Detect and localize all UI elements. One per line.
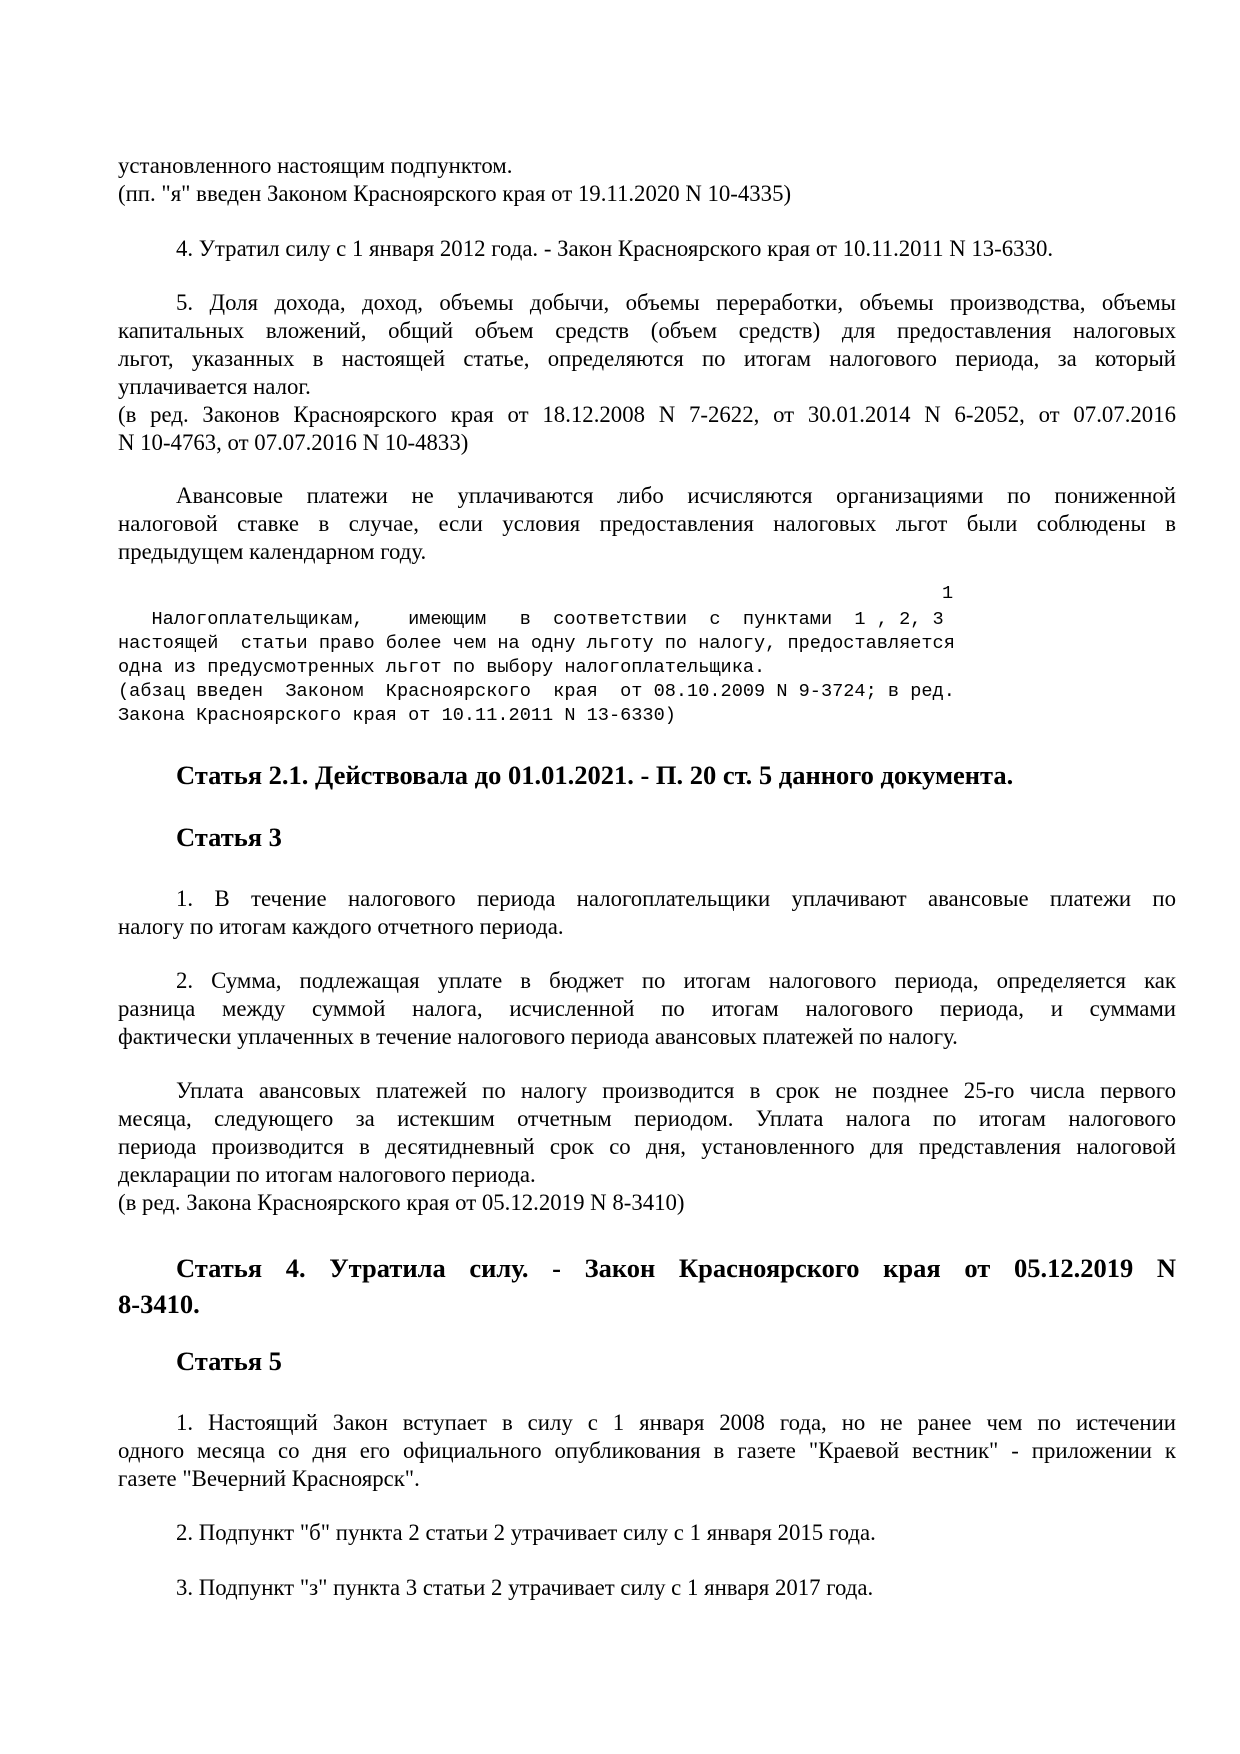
text-line: одного месяца со дня его официального опубликования в газете "Краевой вестник" - приложении к (118, 1438, 1176, 1463)
article-heading-4 (118, 1250, 1176, 1322)
article-3-paragraph-2 (118, 967, 1176, 1051)
mono-line: настоящей статьи право более чем на одну льготу по налогу, предоставляется (118, 633, 955, 654)
heading-line: Статья 4. Утратила силу. - Закон Красноярского края от 05.12.2019 N (176, 1253, 1176, 1283)
text-line: 4. Утратил силу с 1 января 2012 года. - Закон Красноярского края от 10.11.2011 N 13-6330. (176, 236, 1054, 261)
article-5-paragraph-3 (118, 1574, 1176, 1602)
text-line: декларации по итогам налогового периода. (118, 1162, 536, 1187)
mono-line: одна из предусмотренных льгот по выбору налогоплательщика. (118, 657, 766, 678)
text-line: капитальных вложений, общий объем средств (объем средств) для предоставления налоговых (118, 318, 1176, 343)
text-line: Авансовые платежи не уплачиваются либо исчисляются организациями по пониженной (176, 483, 1176, 508)
text-line: налоговой ставке в случае, если условия предоставления налоговых льгот были соблюдены в (118, 511, 1176, 536)
paragraph-point-5 (118, 289, 1176, 457)
text-line: 1. Настоящий Закон вступает в силу с 1 января 2008 года, но не ранее чем по истечении (176, 1410, 1176, 1435)
text-line: уплачивается налог. (118, 374, 311, 399)
text-line: 1. В течение налогового периода налогоплательщики уплачивают авансовые платежи по (176, 886, 1176, 911)
superscript-mark: 1 (942, 583, 954, 604)
text-line: 3. Подпункт "з" пункта 3 статьи 2 утрачивает силу с 1 января 2017 года. (176, 1575, 874, 1600)
article-5-paragraph-1 (118, 1409, 1176, 1493)
paragraph-continuation (118, 152, 1176, 208)
text-line: 5. Доля дохода, доход, объемы добычи, объемы переработки, объемы производства, объемы (176, 290, 1176, 315)
article-5-paragraph-2 (118, 1519, 1176, 1547)
text-line: налогу по итогам каждого отчетного периода. (118, 914, 564, 939)
text-line: предыдущем календарном году. (118, 539, 427, 564)
text-line: льгот, указанных в настоящей статье, определяются по итогам налогового периода, за который (118, 346, 1176, 371)
amendment-note: N 10-4763, от 07.07.2016 N 10-4833) (118, 430, 469, 455)
paragraph-point-4 (118, 235, 1176, 263)
text-line: установленного настоящим подпунктом. (118, 153, 513, 178)
mono-line: (абзац введен Законом Красноярского края от 08.10.2009 N 9-3724; в ред. (118, 681, 955, 702)
article-3-paragraph-1 (118, 885, 1176, 941)
amendment-note: (в ред. Законов Красноярского края от 18.12.2008 N 7-2622, от 30.01.2014 N 6-2052, от 07.07.2016 (118, 402, 1176, 427)
text-line: 2. Подпункт "б" пункта 2 статьи 2 утрачивает силу с 1 января 2015 года. (176, 1520, 876, 1545)
text-line: Уплата авансовых платежей по налогу производится в срок не позднее 25-го числа первого (176, 1078, 1176, 1103)
article-heading-3: Статья 3 (176, 822, 282, 852)
article-heading-2-1: Статья 2.1. Действовала до 01.01.2021. - П. 20 ст. 5 данного документа. (176, 760, 1014, 790)
mono-line: Закона Красноярского края от 10.11.2011 N 13-6330) (118, 705, 676, 726)
paragraph-advance-payments (118, 482, 1176, 566)
mono-line: Налогоплательщикам, имеющим в соответствии с пунктами 1 , 2, 3 (118, 609, 944, 630)
monospace-paragraph (118, 584, 955, 728)
text-line: 2. Сумма, подлежащая уплате в бюджет по итогам налогового периода, определяется как (176, 968, 1176, 993)
text-line: фактически уплаченных в течение налогового периода авансовых платежей по налогу. (118, 1024, 958, 1049)
article-heading-5: Статья 5 (176, 1346, 282, 1376)
heading-line: 8-3410. (118, 1289, 200, 1319)
text-line: периода производится в десятидневный срок со дня, установленного для представления налоговой (118, 1134, 1176, 1159)
article-3-paragraph-3 (118, 1077, 1176, 1217)
text-line: разница между суммой налога, исчисленной по итогам налогового периода, и суммами (118, 996, 1176, 1021)
amendment-note: (пп. "я" введен Законом Красноярского края от 19.11.2020 N 10-4335) (118, 181, 792, 206)
amendment-note: (в ред. Закона Красноярского края от 05.12.2019 N 8-3410) (118, 1190, 685, 1215)
text-line: газете "Вечерний Красноярск". (118, 1466, 420, 1491)
text-line: месяца, следующего за истекшим отчетным периодом. Уплата налога по итогам налогового (118, 1106, 1176, 1131)
